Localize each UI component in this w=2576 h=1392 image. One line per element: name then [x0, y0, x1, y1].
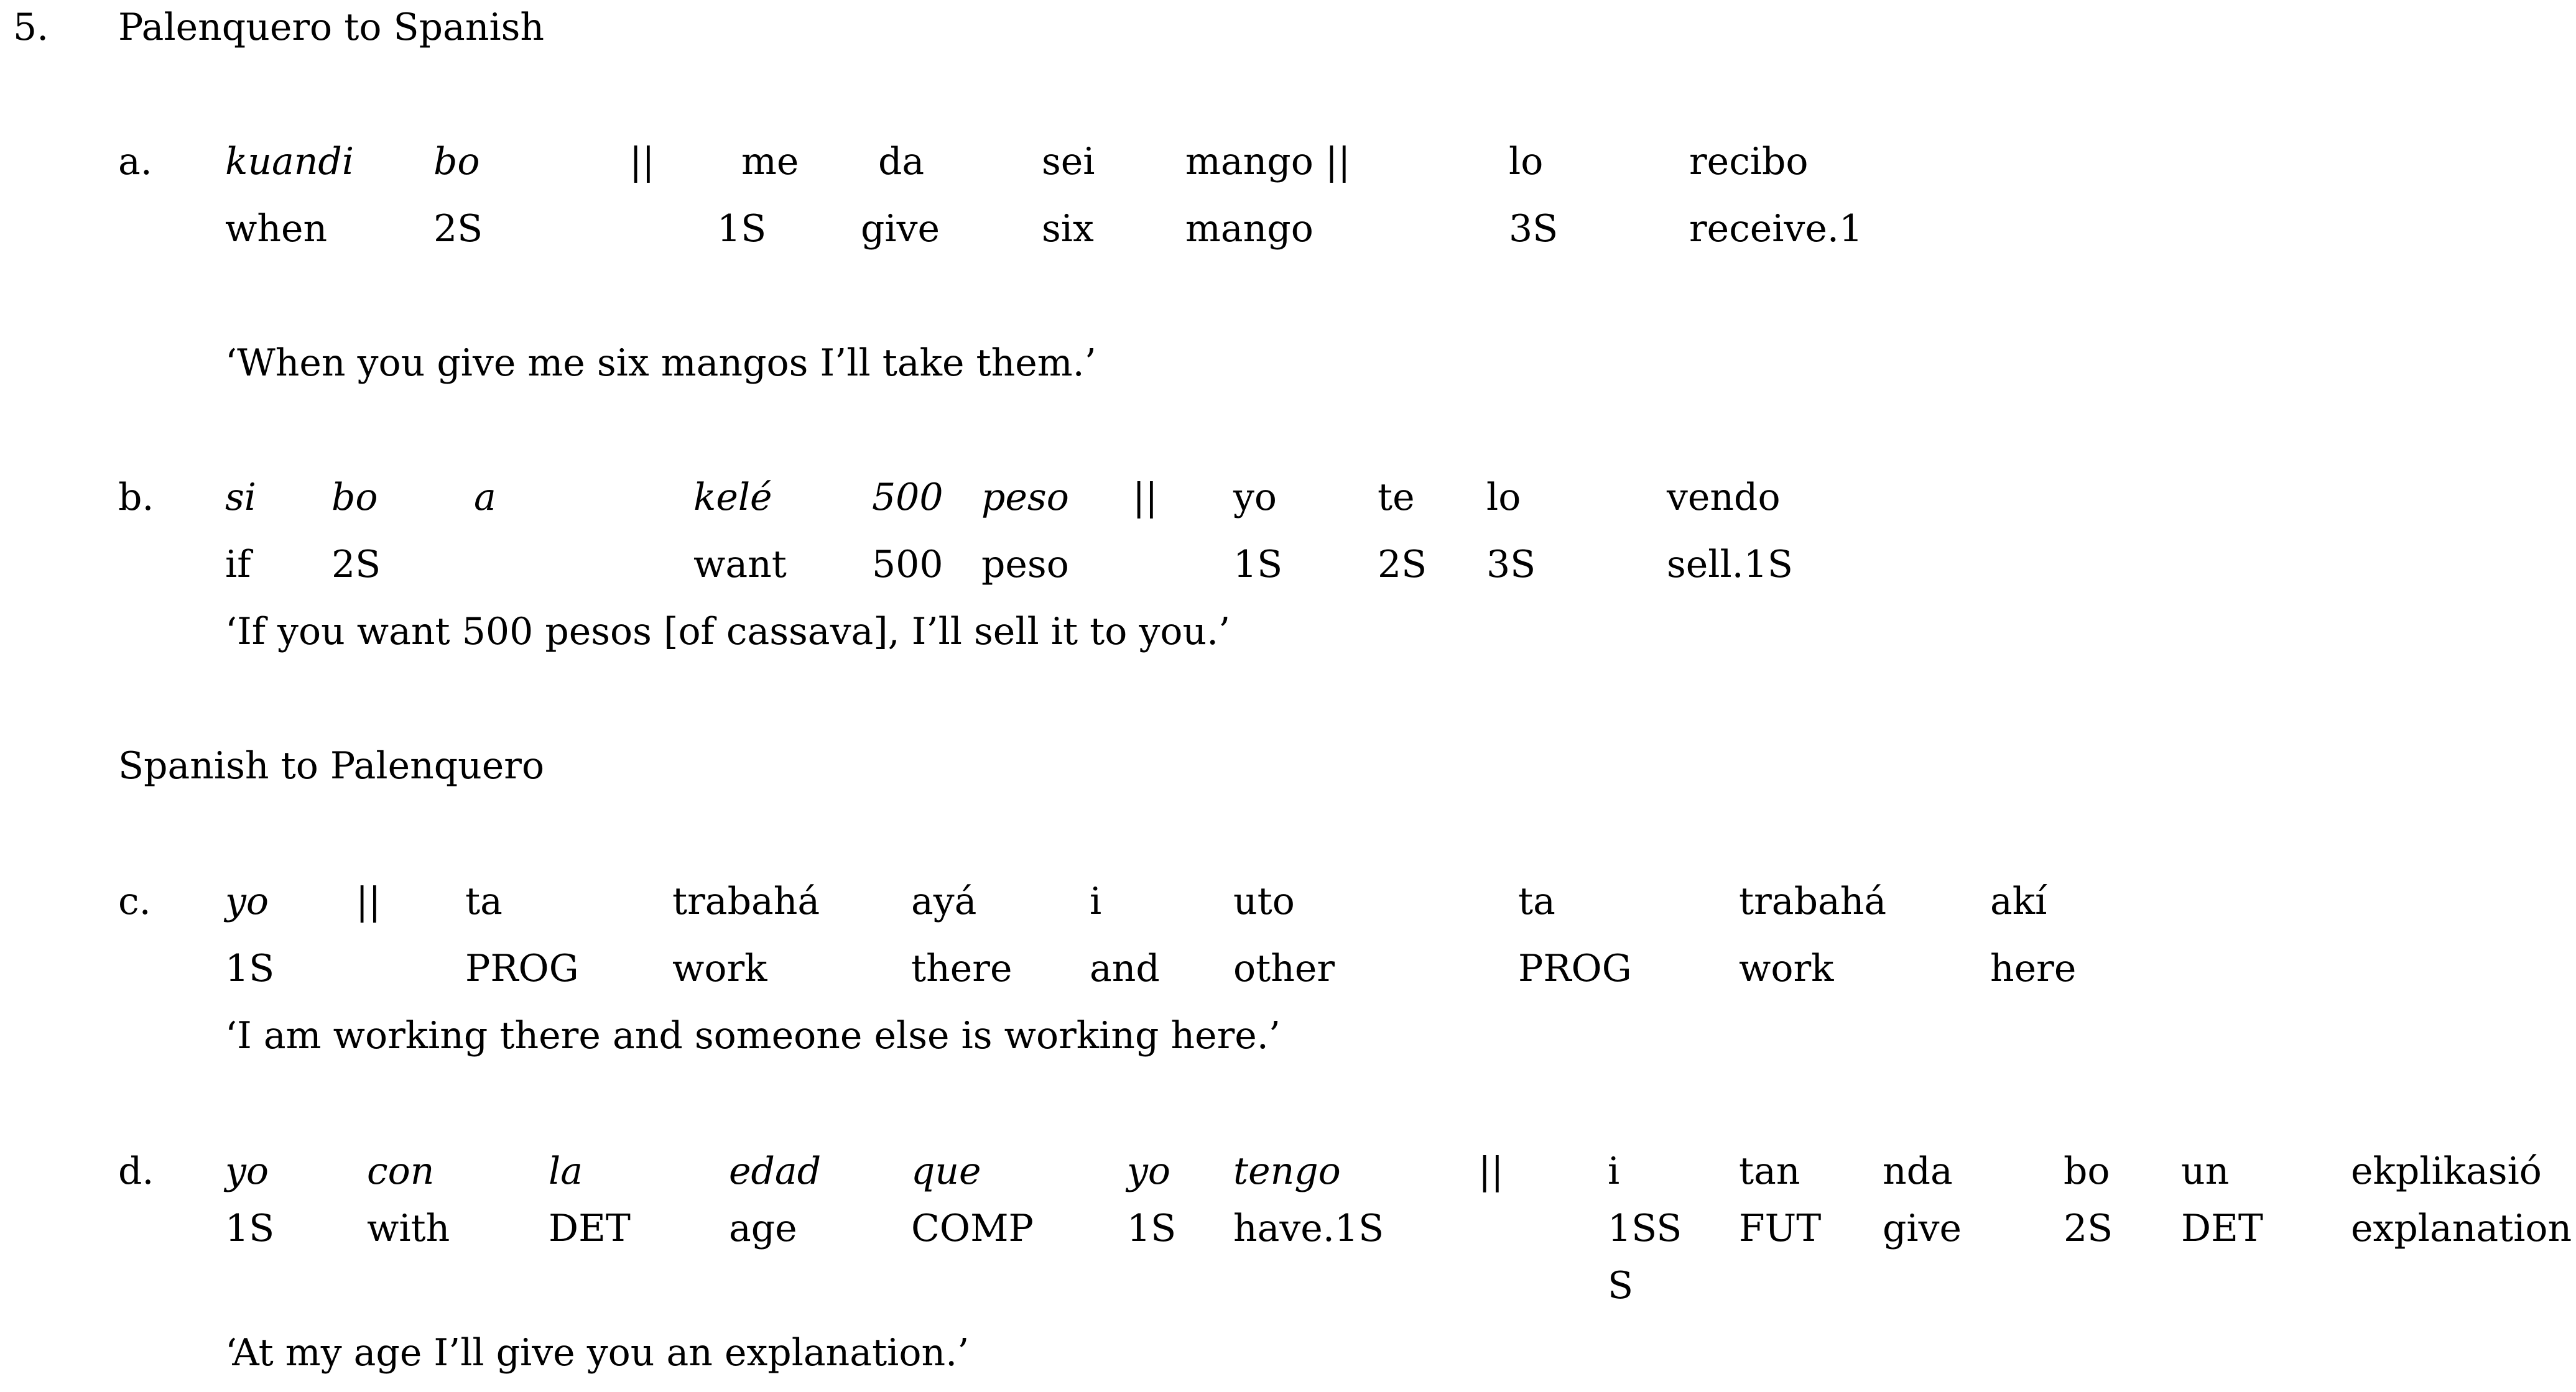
gloss-word-wrap: S — [1608, 1264, 1634, 1307]
gloss-word: 500 — [872, 543, 943, 586]
example-label-a: a. — [118, 140, 152, 183]
gloss-word: age — [729, 1207, 797, 1250]
source-word: nda — [1883, 1150, 1953, 1193]
gloss-word: 2S — [2064, 1207, 2113, 1250]
gloss-word: 2S — [331, 543, 381, 586]
source-word: sei — [1042, 140, 1095, 183]
source-word: un — [2181, 1150, 2230, 1193]
source-word: uto — [1233, 880, 1295, 923]
source-word: da — [878, 140, 925, 183]
gloss-word: FUT — [1739, 1207, 1822, 1250]
gloss-word: and — [1090, 947, 1160, 990]
section-heading-spanish-to-palenquero: Spanish to Palenquero — [118, 744, 545, 788]
example-number: 5. — [13, 6, 49, 49]
gloss-word: give — [1883, 1207, 1962, 1250]
source-word: akí — [1990, 880, 2047, 923]
gloss-word: peso — [981, 543, 1069, 586]
gloss-word: DET — [2181, 1207, 2263, 1250]
pause-marker: || — [1478, 1150, 1504, 1193]
gloss-word: have.1S — [1233, 1207, 1384, 1250]
gloss-word: 1S — [1233, 543, 1283, 586]
source-word: tengo — [1233, 1150, 1341, 1193]
gloss-word: give — [861, 207, 940, 251]
gloss-word: explanation — [2351, 1207, 2572, 1250]
source-word: me — [741, 140, 799, 183]
gloss-word: other — [1233, 947, 1335, 990]
pause-marker: || — [629, 140, 655, 183]
source-word: ta — [1518, 880, 1555, 923]
source-word: lo — [1486, 476, 1521, 519]
source-word: ekplikasió — [2351, 1150, 2542, 1193]
source-word: lo — [1509, 140, 1544, 183]
example-d-translation: ‘At my age I’ll give you an explanation.’ — [225, 1331, 970, 1375]
gloss-word: work — [1739, 947, 1834, 990]
source-word: la — [549, 1150, 583, 1193]
source-word: te — [1378, 476, 1415, 519]
source-word: yo — [1233, 476, 1277, 519]
source-word: con — [367, 1150, 435, 1193]
gloss-word: with — [367, 1207, 450, 1250]
source-word: ta — [465, 880, 503, 923]
section-heading-palenquero-to-spanish: Palenquero to Spanish — [118, 6, 545, 49]
source-word: yo — [225, 880, 269, 923]
gloss-word: when — [225, 207, 328, 251]
source-word: trabahá — [672, 880, 820, 923]
example-label-b: b. — [118, 476, 154, 519]
source-word: vendo — [1667, 476, 1781, 519]
gloss-word: receive.1 — [1689, 207, 1863, 251]
source-word: que — [911, 1150, 981, 1193]
source-word: bo — [2064, 1150, 2110, 1193]
gloss-word: PROG — [465, 947, 579, 990]
gloss-word: PROG — [1518, 947, 1632, 990]
source-word: i — [1608, 1150, 1620, 1193]
gloss-word: work — [672, 947, 767, 990]
gloss-word: 2S — [433, 207, 483, 251]
example-c-translation: ‘I am working there and someone else is working here.’ — [225, 1014, 1281, 1058]
pause-marker: || — [356, 880, 381, 923]
source-word: recibo — [1689, 140, 1809, 183]
gloss-word: 2S — [1378, 543, 1427, 586]
example-a-translation: ‘When you give me six mangos I’ll take them.’ — [225, 341, 1096, 385]
gloss-word: 1S — [717, 207, 767, 251]
gloss-word: 1S — [225, 1207, 275, 1250]
gloss-word: here — [1990, 947, 2077, 990]
example-label-d: d. — [118, 1150, 154, 1193]
example-label-c: c. — [118, 880, 151, 923]
gloss-word: six — [1042, 207, 1094, 251]
source-word: i — [1090, 880, 1102, 923]
gloss-word: DET — [549, 1207, 631, 1250]
source-word: mango || — [1185, 140, 1351, 183]
source-word: kuandi — [225, 140, 354, 183]
gloss-word: COMP — [911, 1207, 1034, 1250]
gloss-word: sell.1S — [1667, 543, 1794, 586]
gloss-word: 3S — [1486, 543, 1536, 586]
gloss-word: if — [225, 543, 251, 586]
source-word: yo — [225, 1150, 269, 1193]
source-word: bo — [433, 140, 480, 183]
source-word: bo — [331, 476, 378, 519]
gloss-word: 3S — [1509, 207, 1559, 251]
source-word: a — [474, 476, 496, 519]
gloss-word: want — [693, 543, 787, 586]
source-word: 500 — [872, 476, 943, 519]
source-word: ayá — [911, 880, 977, 923]
source-word: yo — [1127, 1150, 1171, 1193]
source-word: edad — [729, 1150, 822, 1193]
source-word: trabahá — [1739, 880, 1887, 923]
source-word: kelé — [693, 476, 772, 519]
gloss-word: 1S — [225, 947, 275, 990]
pause-marker: || — [1133, 476, 1158, 519]
source-word: peso — [981, 476, 1069, 519]
source-word: tan — [1739, 1150, 1800, 1193]
source-word: si — [225, 476, 256, 519]
gloss-word: mango — [1185, 207, 1313, 251]
gloss-word: 1SS — [1608, 1207, 1682, 1250]
gloss-word: there — [911, 947, 1012, 990]
gloss-word: 1S — [1127, 1207, 1177, 1250]
example-b-translation: ‘If you want 500 pesos [of cassava], I’ll sell it to you.’ — [225, 610, 1231, 653]
